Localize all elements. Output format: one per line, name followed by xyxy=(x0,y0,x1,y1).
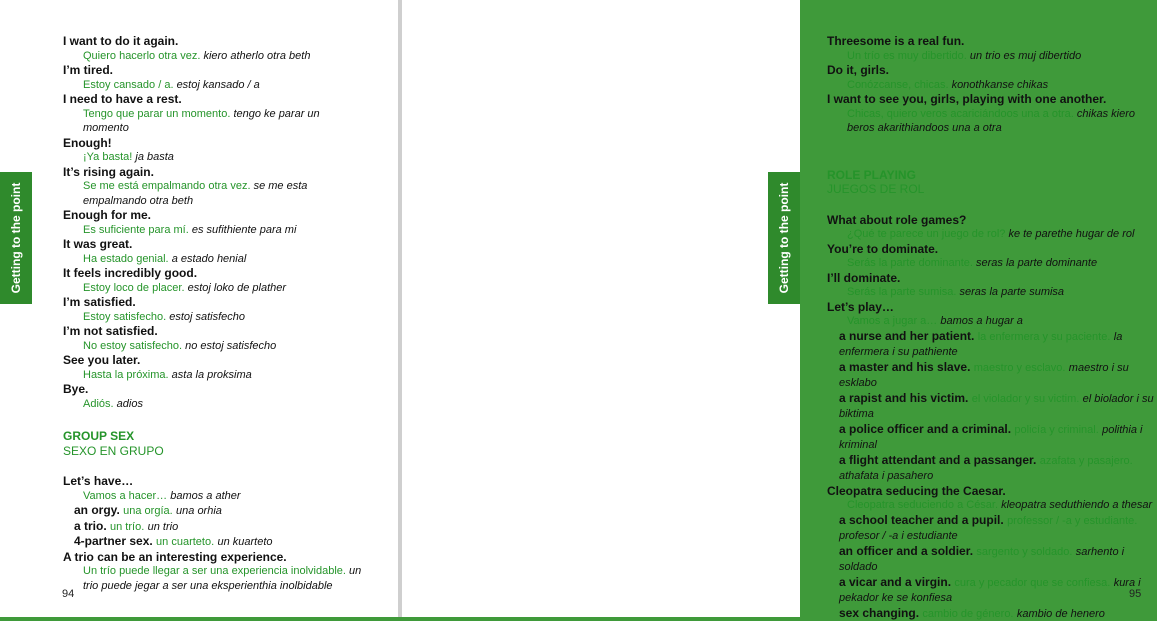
item-pronunciation: un kuarteto xyxy=(217,536,272,548)
item-pronunciation: sarhento i soldado xyxy=(839,546,1124,574)
item-english: a flight attendant and a passanger. xyxy=(839,453,1036,467)
list-item xyxy=(827,513,1157,544)
side-tab-left xyxy=(0,172,32,304)
phrase-spanish: Estoy cansado / a. xyxy=(83,79,174,91)
phrase-translation xyxy=(63,397,368,412)
phrase-pronunciation: chikas kiero beros akarithiandoos una a otra xyxy=(847,108,1135,135)
left-column xyxy=(63,34,368,593)
phrase-english: Do it, girls. xyxy=(827,63,1157,78)
item-pronunciation: polithia i kriminal xyxy=(839,424,1142,452)
phrase-spanish: Cleopatra seduciendo a César. xyxy=(847,499,998,511)
item-pronunciation: una orhia xyxy=(176,505,222,517)
right-column xyxy=(827,34,1157,621)
item-spanish: azafata y pasajero. xyxy=(1040,455,1133,467)
item-pronunciation: la enfermera i su pathiente xyxy=(839,331,1122,359)
phrase-english: A trio can be an interesting experience. xyxy=(63,550,368,565)
item-spanish: una orgía. xyxy=(123,505,173,517)
item-spanish: un trío. xyxy=(110,521,144,533)
item-pronunciation: un trio xyxy=(148,521,179,533)
list-item xyxy=(827,544,1157,575)
phrase-translation xyxy=(63,49,368,64)
phrase-spanish: Ha estado genial. xyxy=(83,253,169,265)
list-item xyxy=(63,503,368,519)
phrase-english: Bye. xyxy=(63,382,368,397)
phrase-translation xyxy=(827,227,1157,242)
list-item xyxy=(63,519,368,535)
side-tab-right xyxy=(768,172,800,304)
phrase-spanish: Tengo que parar un momento. xyxy=(83,108,230,120)
phrase-pronunciation: estoj satisfecho xyxy=(169,311,245,323)
item-english: sex changing. xyxy=(839,606,919,620)
phrase-pronunciation: kleopatra seduthiendo a thesar xyxy=(1001,499,1152,511)
item-spanish: la enfermera y su paciente. xyxy=(978,331,1111,343)
item-spanish: policía y criminal. xyxy=(1014,424,1098,436)
item-english: an officer and a soldier. xyxy=(839,544,973,558)
phrase-pronunciation: adios xyxy=(117,398,143,410)
section-title-english: GROUP SEX xyxy=(63,429,368,444)
side-tab-label: Getting to the point xyxy=(9,183,23,294)
phrase-english: Let’s play… xyxy=(827,300,1157,315)
item-english: a school teacher and a pupil. xyxy=(839,513,1004,527)
phrase-english: I’m satisfied. xyxy=(63,295,368,310)
phrase-pronunciation: estoj kansado / a xyxy=(177,79,260,91)
phrase-pronunciation: konothkanse chikas xyxy=(952,79,1049,91)
phrase-spanish: Un trío es muy dibertido. xyxy=(847,50,967,62)
page-number-left: 94 xyxy=(62,588,74,600)
phrase-english: Let’s have… xyxy=(63,474,368,489)
section-title-english: ROLE PLAYING xyxy=(827,168,1157,183)
phrase-spanish: Vamos a hacer… xyxy=(83,490,167,502)
item-pronunciation: kambio de henero xyxy=(1017,608,1105,620)
list-item xyxy=(827,575,1157,606)
phrase-english: Enough! xyxy=(63,136,368,151)
phrase-translation xyxy=(63,281,368,296)
phrase-english: It feels incredibly good. xyxy=(63,266,368,281)
side-tab-label: Getting to the point xyxy=(777,183,791,294)
phrase-english: What about role games? xyxy=(827,213,1157,228)
phrase-english: Threesome is a real fun. xyxy=(827,34,1157,49)
phrase-translation xyxy=(63,78,368,93)
phrase-translation xyxy=(827,314,1157,329)
list-item xyxy=(827,360,1157,391)
phrase-english: I’m not satisfied. xyxy=(63,324,368,339)
phrase-pronunciation: es sufithiente para mi xyxy=(192,224,297,236)
phrase-english: Cleopatra seducing the Caesar. xyxy=(827,484,1157,499)
item-english: 4-partner sex. xyxy=(74,534,153,548)
item-english: a trio. xyxy=(74,519,107,533)
phrase-pronunciation: un trio es muj dibertido xyxy=(970,50,1081,62)
phrase-spanish: Conózcanse, chicas. xyxy=(847,79,949,91)
phrase-spanish: Un trío puede llegar a ser una experiencia inolvidable. xyxy=(83,565,346,577)
phrase-pronunciation: tengo ke parar un momento xyxy=(83,108,320,135)
phrase-translation xyxy=(827,49,1157,64)
item-english: a police officer and a criminal. xyxy=(839,422,1011,436)
phrase-spanish: Se me está empalmando otra vez. xyxy=(83,180,251,192)
item-english: a rapist and his victim. xyxy=(839,391,968,405)
phrase-translation xyxy=(827,256,1157,271)
list-item xyxy=(827,606,1157,621)
phrase-spanish: Estoy loco de placer. xyxy=(83,282,185,294)
phrase-spanish: Estoy satisfecho. xyxy=(83,311,166,323)
spacer xyxy=(827,136,1157,150)
phrase-pronunciation: kiero atherlo otra beth xyxy=(203,50,310,62)
phrase-spanish: Serás la parte sumisa. xyxy=(847,286,956,298)
right-page xyxy=(402,0,800,617)
list-item xyxy=(827,329,1157,360)
phrase-translation xyxy=(63,223,368,238)
list-item xyxy=(827,422,1157,453)
phrase-pronunciation: asta la proksima xyxy=(172,369,252,381)
phrase-english: See you later. xyxy=(63,353,368,368)
left-page xyxy=(0,0,398,617)
phrase-translation xyxy=(63,564,368,593)
item-pronunciation: kura i pekador ke se konfiesa xyxy=(839,577,1141,605)
item-english: an orgy. xyxy=(74,503,120,517)
item-pronunciation: profesor / -a i estudiante xyxy=(839,530,958,542)
phrase-translation xyxy=(827,78,1157,93)
list-item xyxy=(827,453,1157,484)
phrase-spanish: ¡Ya basta! xyxy=(83,151,132,163)
phrase-spanish: Vamos a jugar a… xyxy=(847,315,937,327)
item-english: a master and his slave. xyxy=(839,360,970,374)
phrase-translation xyxy=(63,368,368,383)
item-pronunciation: maestro i su esklabo xyxy=(839,362,1129,390)
item-spanish: cambio de género. xyxy=(922,608,1013,620)
page-number-right: 95 xyxy=(1129,588,1141,600)
phrase-spanish: Chicas, quiero veros acariciándoos una a otra. xyxy=(847,108,1074,120)
phrase-translation xyxy=(827,498,1157,513)
phrase-spanish: Serás la parte dominante. xyxy=(847,257,973,269)
phrase-english: Enough for me. xyxy=(63,208,368,223)
list-item xyxy=(827,391,1157,422)
phrase-pronunciation: un trio puede jegar a ser una eksperienthia inolbidable xyxy=(83,565,361,592)
phrase-translation xyxy=(63,339,368,354)
phrase-pronunciation: no estoj satisfecho xyxy=(185,340,276,352)
section-title-spanish: JUEGOS DE ROL xyxy=(827,182,1157,197)
phrase-translation xyxy=(63,107,368,136)
phrase-translation xyxy=(63,179,368,208)
phrase-english: You’re to dominate. xyxy=(827,242,1157,257)
phrase-spanish: ¿Qué te parece un juego de rol? xyxy=(847,228,1005,240)
list-item xyxy=(63,534,368,550)
phrase-pronunciation: bamos a hugar a xyxy=(940,315,1023,327)
phrase-pronunciation: seras la parte dominante xyxy=(976,257,1097,269)
phrase-pronunciation: bamos a ather xyxy=(170,490,240,502)
phrase-spanish: Es suficiente para mí. xyxy=(83,224,189,236)
phrase-spanish: No estoy satisfecho. xyxy=(83,340,182,352)
phrase-english: I’m tired. xyxy=(63,63,368,78)
item-spanish: maestro y esclavo. xyxy=(974,362,1066,374)
phrase-pronunciation: se me esta empalmando otra beth xyxy=(83,180,307,207)
phrase-translation xyxy=(827,107,1157,136)
phrase-translation xyxy=(63,310,368,325)
item-pronunciation: athafata i pasahero xyxy=(839,470,933,482)
phrase-english: I need to have a rest. xyxy=(63,92,368,107)
item-spanish: un cuarteto. xyxy=(156,536,214,548)
phrase-english: It was great. xyxy=(63,237,368,252)
phrase-english: I want to see you, girls, playing with one another. xyxy=(827,92,1157,107)
phrase-english: I want to do it again. xyxy=(63,34,368,49)
item-pronunciation: el biolador i su biktima xyxy=(839,393,1154,421)
phrase-pronunciation: estoj loko de plather xyxy=(188,282,286,294)
section-title-spanish: SEXO EN GRUPO xyxy=(63,444,368,459)
phrase-pronunciation: seras la parte sumisa xyxy=(960,286,1065,298)
phrase-translation xyxy=(63,150,368,165)
item-english: a vicar and a virgin. xyxy=(839,575,951,589)
phrase-spanish: Hasta la próxima. xyxy=(83,369,169,381)
phrase-translation xyxy=(63,489,368,504)
phrase-spanish: Quiero hacerlo otra vez. xyxy=(83,50,200,62)
phrase-translation xyxy=(63,252,368,267)
item-spanish: professor / -a y estudiante. xyxy=(1007,515,1137,527)
section-heading xyxy=(63,429,368,458)
phrase-pronunciation: ke te parethe hugar de rol xyxy=(1008,228,1134,240)
item-english: a nurse and her patient. xyxy=(839,329,974,343)
section-heading xyxy=(827,168,1157,197)
item-spanish: sargento y soldado. xyxy=(976,546,1072,558)
item-spanish: el violador y su victim. xyxy=(972,393,1080,405)
phrase-spanish: Adiós. xyxy=(83,398,114,410)
phrase-pronunciation: a estado henial xyxy=(172,253,247,265)
phrase-english: It’s rising again. xyxy=(63,165,368,180)
phrase-english: I’ll dominate. xyxy=(827,271,1157,286)
phrase-translation xyxy=(827,285,1157,300)
item-spanish: cura y pecador que se confiesa. xyxy=(954,577,1110,589)
phrase-pronunciation: ja basta xyxy=(135,151,174,163)
